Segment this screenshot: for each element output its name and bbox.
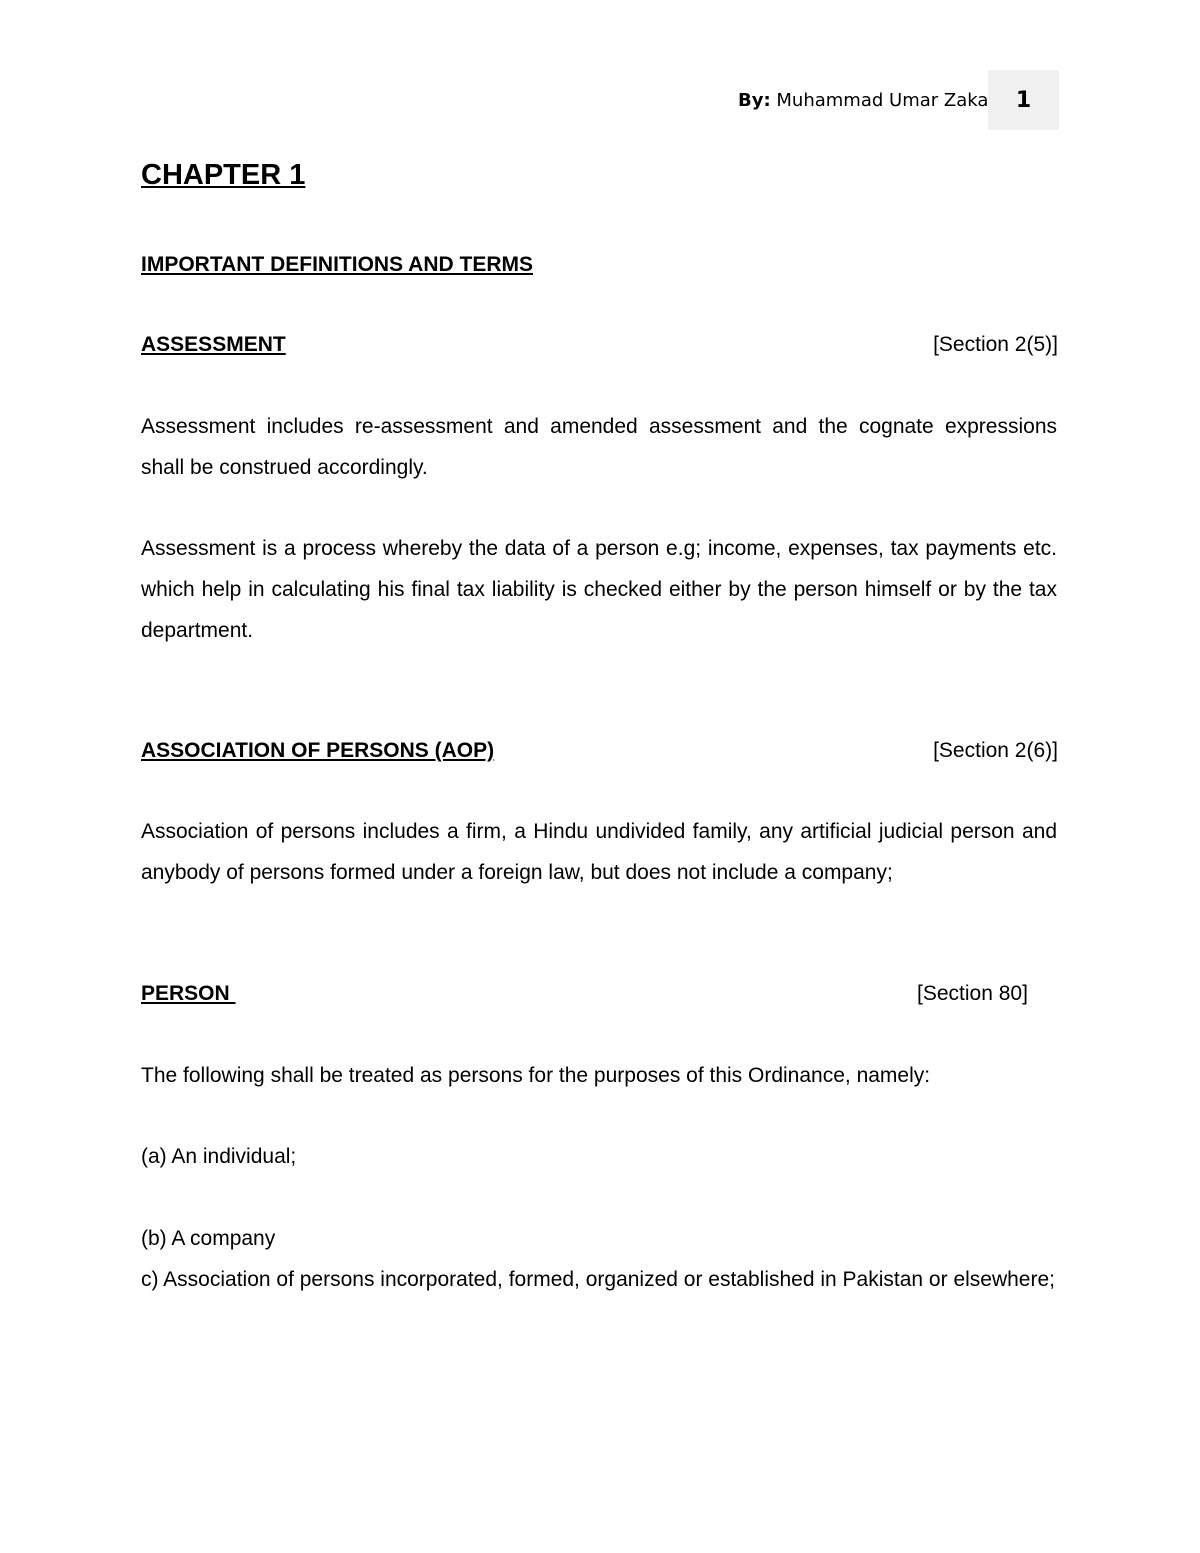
person-intro: The following shall be treated as persons for the purposes of this Ordinance, namely: — [141, 1064, 931, 1087]
assessment-paragraph-1: Assessment includes re-assessment and amended assessment and the cognate expressions shall be construed accordingly. — [141, 415, 1057, 479]
aop-paragraph: Association of persons includes a firm, a Hindu undivided family, any artificial judicial person and anybody of persons formed under a foreign law, but does not include a company; — [141, 820, 1057, 884]
assessment-paragraph-2: Assessment is a process whereby the data of a person e.g; income, expenses, tax payments etc. which help in calculating his final tax liability is checked either by the person himself or by the tax department. — [141, 537, 1057, 642]
person-item-b: (b) A company — [141, 1227, 276, 1250]
assessment-section-ref: [Section 2(5)] — [933, 333, 1058, 356]
chapter-title: CHAPTER 1 — [141, 159, 306, 191]
person-heading: PERSON — [141, 982, 236, 1005]
assessment-heading: ASSESSMENT — [141, 333, 286, 356]
section-heading: IMPORTANT DEFINITIONS AND TERMS — [141, 253, 533, 276]
person-item-c: c) Association of persons incorporated, formed, organized or established in Pakistan or elsewhere; — [141, 1268, 1055, 1291]
person-item-a: (a) An individual; — [141, 1145, 297, 1168]
page-number-box — [988, 70, 1059, 130]
aop-heading: ASSOCIATION OF PERSONS (AOP) — [141, 739, 495, 762]
person-section-ref: [Section 80] — [917, 982, 1028, 1005]
header-author — [738, 89, 988, 113]
header-author-name: Muhammad Umar Zaka — [776, 90, 989, 111]
page-number: 1 — [1015, 87, 1032, 113]
header-by-label: By: — [738, 90, 771, 111]
aop-section-ref: [Section 2(6)] — [933, 739, 1058, 762]
